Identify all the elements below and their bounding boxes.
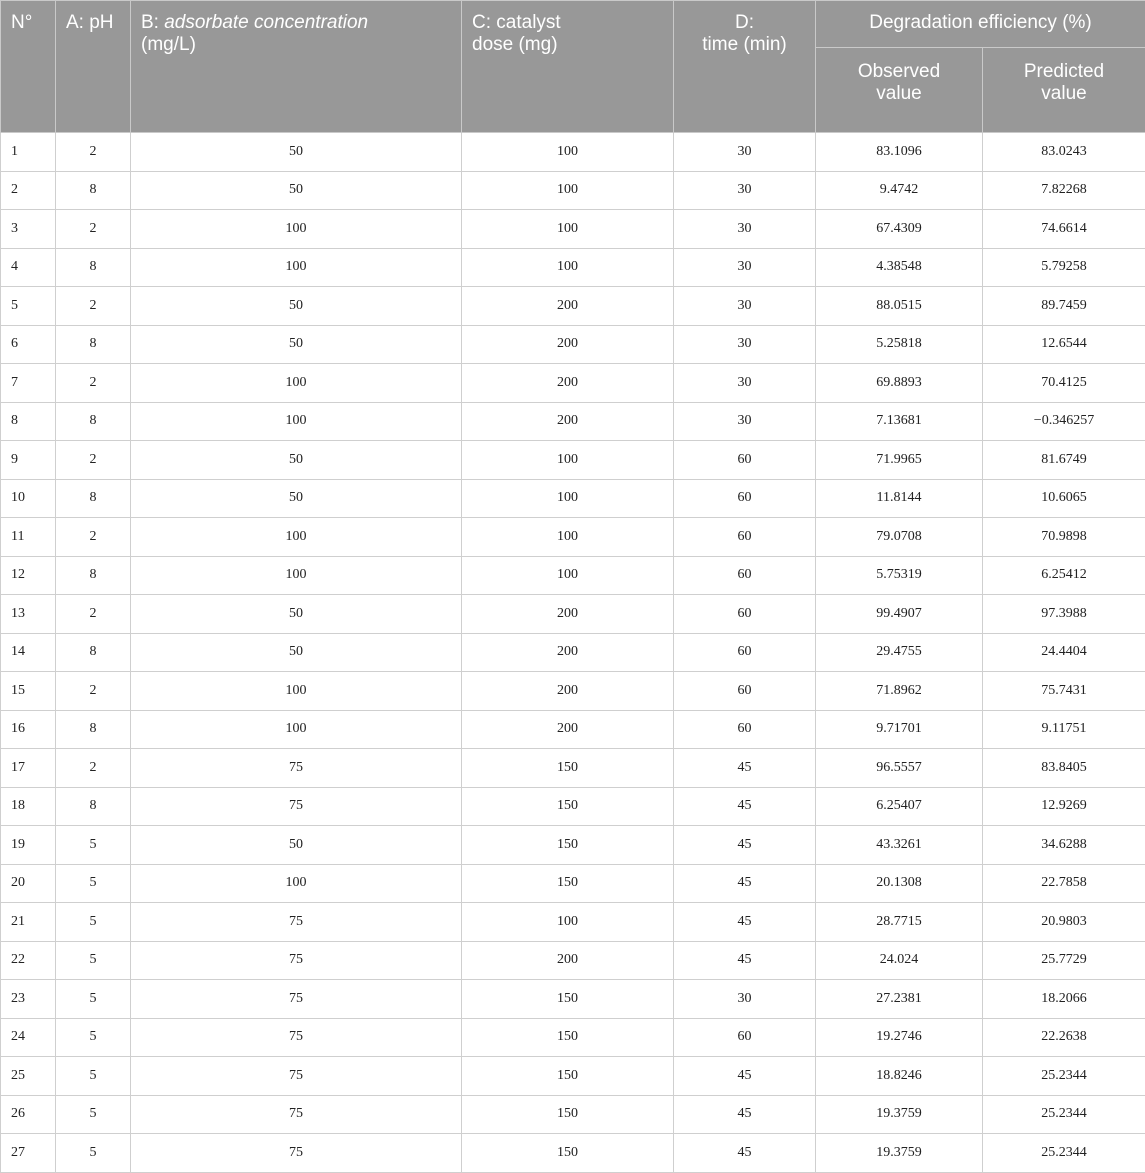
table-row (1, 402, 1145, 441)
cell-time: 45 (674, 1095, 816, 1134)
cell-ph: 8 (56, 633, 131, 672)
cell-observed-value: 19.3759 (816, 1095, 983, 1134)
table-row (1, 749, 1145, 788)
cell-adsorbate-concentration: 75 (131, 749, 462, 788)
cell-observed-value: 83.1096 (816, 133, 983, 172)
cell-catalyst-dose: 200 (462, 710, 674, 749)
cell-observed-value: 24.024 (816, 941, 983, 980)
table-row (1, 595, 1145, 634)
cell-catalyst-dose: 150 (462, 1018, 674, 1057)
cell-catalyst-dose: 150 (462, 1134, 674, 1173)
cell-catalyst-dose: 200 (462, 364, 674, 403)
cell-adsorbate-concentration: 100 (131, 518, 462, 557)
cell-predicted-value: 70.4125 (983, 364, 1145, 403)
cell-time: 30 (674, 287, 816, 326)
cell-predicted-value: 74.6614 (983, 210, 1145, 249)
cell-predicted-value: 9.11751 (983, 710, 1145, 749)
cell-catalyst-dose: 200 (462, 633, 674, 672)
header-catalyst-dose: C: catalyst dose (mg) (462, 1, 674, 133)
cell-observed-value: 5.25818 (816, 325, 983, 364)
cell-catalyst-dose: 200 (462, 402, 674, 441)
cell-run-number: 26 (1, 1095, 56, 1134)
cell-catalyst-dose: 100 (462, 556, 674, 595)
cell-time: 60 (674, 1018, 816, 1057)
cell-time: 45 (674, 1057, 816, 1096)
cell-predicted-value: 25.2344 (983, 1134, 1145, 1173)
cell-adsorbate-concentration: 100 (131, 402, 462, 441)
cell-run-number: 18 (1, 787, 56, 826)
cell-catalyst-dose: 150 (462, 826, 674, 865)
table-row (1, 903, 1145, 942)
cell-catalyst-dose: 150 (462, 787, 674, 826)
cell-ph: 2 (56, 210, 131, 249)
cell-run-number: 14 (1, 633, 56, 672)
table-row (1, 941, 1145, 980)
cell-ph: 5 (56, 1018, 131, 1057)
table-row (1, 556, 1145, 595)
cell-run-number: 7 (1, 364, 56, 403)
cell-observed-value: 5.75319 (816, 556, 983, 595)
cell-ph: 5 (56, 941, 131, 980)
cell-adsorbate-concentration: 50 (131, 595, 462, 634)
cell-predicted-value: 7.82268 (983, 171, 1145, 210)
cell-ph: 8 (56, 325, 131, 364)
cell-observed-value: 69.8893 (816, 364, 983, 403)
cell-catalyst-dose: 150 (462, 749, 674, 788)
cell-run-number: 1 (1, 133, 56, 172)
cell-observed-value: 79.0708 (816, 518, 983, 557)
cell-run-number: 23 (1, 980, 56, 1019)
cell-predicted-value: 12.9269 (983, 787, 1145, 826)
cell-predicted-value: 97.3988 (983, 595, 1145, 634)
table-row (1, 1095, 1145, 1134)
cell-catalyst-dose: 100 (462, 171, 674, 210)
table-row (1, 171, 1145, 210)
cell-catalyst-dose: 100 (462, 518, 674, 557)
cell-ph: 8 (56, 402, 131, 441)
cell-observed-value: 19.2746 (816, 1018, 983, 1057)
cell-catalyst-dose: 100 (462, 441, 674, 480)
cell-time: 30 (674, 171, 816, 210)
cell-run-number: 19 (1, 826, 56, 865)
cell-adsorbate-concentration: 100 (131, 710, 462, 749)
cell-ph: 2 (56, 518, 131, 557)
cell-predicted-value: 83.0243 (983, 133, 1145, 172)
cell-time: 60 (674, 441, 816, 480)
cell-adsorbate-concentration: 50 (131, 479, 462, 518)
table-row (1, 133, 1145, 172)
cell-run-number: 21 (1, 903, 56, 942)
cell-run-number: 24 (1, 1018, 56, 1057)
cell-observed-value: 99.4907 (816, 595, 983, 634)
table-row (1, 1018, 1145, 1057)
cell-ph: 5 (56, 826, 131, 865)
table-row (1, 980, 1145, 1019)
cell-observed-value: 29.4755 (816, 633, 983, 672)
cell-adsorbate-concentration: 100 (131, 248, 462, 287)
cell-time: 45 (674, 903, 816, 942)
cell-catalyst-dose: 200 (462, 595, 674, 634)
cell-predicted-value: 22.2638 (983, 1018, 1145, 1057)
cell-adsorbate-concentration: 100 (131, 364, 462, 403)
cell-adsorbate-concentration: 50 (131, 325, 462, 364)
cell-time: 45 (674, 826, 816, 865)
cell-observed-value: 27.2381 (816, 980, 983, 1019)
table-row (1, 1134, 1145, 1173)
table-row (1, 518, 1145, 557)
cell-ph: 5 (56, 980, 131, 1019)
cell-adsorbate-concentration: 75 (131, 941, 462, 980)
cell-adsorbate-concentration: 50 (131, 133, 462, 172)
cell-predicted-value: −0.346257 (983, 402, 1145, 441)
cell-predicted-value: 12.6544 (983, 325, 1145, 364)
cell-time: 30 (674, 248, 816, 287)
cell-ph: 8 (56, 248, 131, 287)
table-body (1, 133, 1145, 1173)
cell-ph: 8 (56, 710, 131, 749)
cell-adsorbate-concentration: 75 (131, 1057, 462, 1096)
cell-adsorbate-concentration: 50 (131, 441, 462, 480)
cell-run-number: 16 (1, 710, 56, 749)
cell-adsorbate-concentration: 50 (131, 826, 462, 865)
cell-ph: 5 (56, 1057, 131, 1096)
table-row (1, 633, 1145, 672)
cell-run-number: 22 (1, 941, 56, 980)
cell-catalyst-dose: 150 (462, 980, 674, 1019)
cell-run-number: 27 (1, 1134, 56, 1173)
cell-catalyst-dose: 100 (462, 903, 674, 942)
cell-adsorbate-concentration: 50 (131, 287, 462, 326)
cell-observed-value: 20.1308 (816, 864, 983, 903)
cell-observed-value: 71.9965 (816, 441, 983, 480)
cell-time: 60 (674, 672, 816, 711)
cell-run-number: 25 (1, 1057, 56, 1096)
cell-catalyst-dose: 100 (462, 248, 674, 287)
cell-observed-value: 9.71701 (816, 710, 983, 749)
table-row (1, 325, 1145, 364)
cell-run-number: 15 (1, 672, 56, 711)
cell-run-number: 4 (1, 248, 56, 287)
cell-predicted-value: 89.7459 (983, 287, 1145, 326)
table-row (1, 826, 1145, 865)
cell-predicted-value: 75.7431 (983, 672, 1145, 711)
cell-catalyst-dose: 100 (462, 133, 674, 172)
header-ph: A: pH (56, 1, 131, 133)
cell-ph: 8 (56, 171, 131, 210)
cell-adsorbate-concentration: 75 (131, 1018, 462, 1057)
cell-time: 60 (674, 518, 816, 557)
table-row (1, 479, 1145, 518)
cell-predicted-value: 25.7729 (983, 941, 1145, 980)
cell-time: 45 (674, 941, 816, 980)
header-predicted-value: Predicted value (983, 48, 1145, 133)
cell-time: 30 (674, 133, 816, 172)
table-row (1, 210, 1145, 249)
cell-time: 45 (674, 749, 816, 788)
cell-predicted-value: 18.2066 (983, 980, 1145, 1019)
cell-adsorbate-concentration: 100 (131, 556, 462, 595)
cell-ph: 5 (56, 864, 131, 903)
cell-catalyst-dose: 100 (462, 210, 674, 249)
cell-ph: 5 (56, 1134, 131, 1173)
cell-observed-value: 11.8144 (816, 479, 983, 518)
cell-predicted-value: 10.6065 (983, 479, 1145, 518)
cell-time: 60 (674, 710, 816, 749)
cell-observed-value: 9.4742 (816, 171, 983, 210)
table-row (1, 787, 1145, 826)
cell-catalyst-dose: 200 (462, 325, 674, 364)
cell-run-number: 9 (1, 441, 56, 480)
cell-adsorbate-concentration: 75 (131, 903, 462, 942)
cell-observed-value: 6.25407 (816, 787, 983, 826)
cell-catalyst-dose: 150 (462, 1095, 674, 1134)
cell-adsorbate-concentration: 50 (131, 633, 462, 672)
cell-ph: 5 (56, 1095, 131, 1134)
header-degradation-efficiency: Degradation efficiency (%) (816, 1, 1145, 48)
cell-adsorbate-concentration: 75 (131, 980, 462, 1019)
cell-adsorbate-concentration: 100 (131, 864, 462, 903)
cell-predicted-value: 34.6288 (983, 826, 1145, 865)
cell-catalyst-dose: 100 (462, 479, 674, 518)
cell-run-number: 13 (1, 595, 56, 634)
cell-run-number: 2 (1, 171, 56, 210)
cell-ph: 2 (56, 441, 131, 480)
cell-predicted-value: 70.9898 (983, 518, 1145, 557)
cell-observed-value: 28.7715 (816, 903, 983, 942)
cell-catalyst-dose: 200 (462, 287, 674, 326)
cell-observed-value: 4.38548 (816, 248, 983, 287)
cell-predicted-value: 20.9803 (983, 903, 1145, 942)
cell-ph: 8 (56, 787, 131, 826)
cell-run-number: 8 (1, 402, 56, 441)
cell-run-number: 12 (1, 556, 56, 595)
cell-predicted-value: 24.4404 (983, 633, 1145, 672)
table-row (1, 864, 1145, 903)
cell-predicted-value: 6.25412 (983, 556, 1145, 595)
cell-run-number: 3 (1, 210, 56, 249)
cell-adsorbate-concentration: 75 (131, 1134, 462, 1173)
cell-run-number: 11 (1, 518, 56, 557)
cell-run-number: 6 (1, 325, 56, 364)
cell-ph: 8 (56, 479, 131, 518)
cell-time: 45 (674, 1134, 816, 1173)
cell-observed-value: 18.8246 (816, 1057, 983, 1096)
cell-time: 30 (674, 402, 816, 441)
header-observed-value: Observed value (816, 48, 983, 133)
cell-time: 60 (674, 633, 816, 672)
cell-time: 30 (674, 210, 816, 249)
cell-observed-value: 67.4309 (816, 210, 983, 249)
cell-time: 30 (674, 364, 816, 403)
cell-observed-value: 43.3261 (816, 826, 983, 865)
cell-ph: 5 (56, 903, 131, 942)
cell-time: 30 (674, 325, 816, 364)
cell-ph: 2 (56, 672, 131, 711)
cell-catalyst-dose: 200 (462, 672, 674, 711)
cell-predicted-value: 5.79258 (983, 248, 1145, 287)
cell-catalyst-dose: 150 (462, 1057, 674, 1096)
cell-ph: 8 (56, 556, 131, 595)
cell-observed-value: 71.8962 (816, 672, 983, 711)
table-row (1, 248, 1145, 287)
header-time: D: time (min) (674, 1, 816, 133)
table-row (1, 364, 1145, 403)
cell-run-number: 10 (1, 479, 56, 518)
cell-observed-value: 19.3759 (816, 1134, 983, 1173)
cell-predicted-value: 83.8405 (983, 749, 1145, 788)
cell-ph: 2 (56, 595, 131, 634)
cell-ph: 2 (56, 287, 131, 326)
header-adsorbate-concentration: B: adsorbate concentration (mg/L) (131, 1, 462, 133)
table-header (1, 1, 1145, 133)
cell-ph: 2 (56, 749, 131, 788)
cell-ph: 2 (56, 133, 131, 172)
cell-observed-value: 96.5557 (816, 749, 983, 788)
cell-observed-value: 88.0515 (816, 287, 983, 326)
cell-adsorbate-concentration: 50 (131, 171, 462, 210)
cell-catalyst-dose: 200 (462, 941, 674, 980)
cell-adsorbate-concentration: 100 (131, 210, 462, 249)
cell-adsorbate-concentration: 75 (131, 787, 462, 826)
cell-catalyst-dose: 150 (462, 864, 674, 903)
cell-predicted-value: 22.7858 (983, 864, 1145, 903)
cell-predicted-value: 25.2344 (983, 1095, 1145, 1134)
cell-predicted-value: 25.2344 (983, 1057, 1145, 1096)
cell-ph: 2 (56, 364, 131, 403)
table-row (1, 1057, 1145, 1096)
cell-time: 30 (674, 980, 816, 1019)
cell-adsorbate-concentration: 75 (131, 1095, 462, 1134)
cell-observed-value: 7.13681 (816, 402, 983, 441)
cell-time: 60 (674, 556, 816, 595)
header-n: N° (1, 1, 56, 133)
cell-time: 60 (674, 479, 816, 518)
table-row (1, 672, 1145, 711)
table-row (1, 287, 1145, 326)
cell-predicted-value: 81.6749 (983, 441, 1145, 480)
cell-run-number: 5 (1, 287, 56, 326)
cell-time: 45 (674, 787, 816, 826)
table-row (1, 710, 1145, 749)
table-row (1, 441, 1145, 480)
cell-run-number: 20 (1, 864, 56, 903)
cell-time: 45 (674, 864, 816, 903)
cell-adsorbate-concentration: 100 (131, 672, 462, 711)
cell-time: 60 (674, 595, 816, 634)
cell-run-number: 17 (1, 749, 56, 788)
